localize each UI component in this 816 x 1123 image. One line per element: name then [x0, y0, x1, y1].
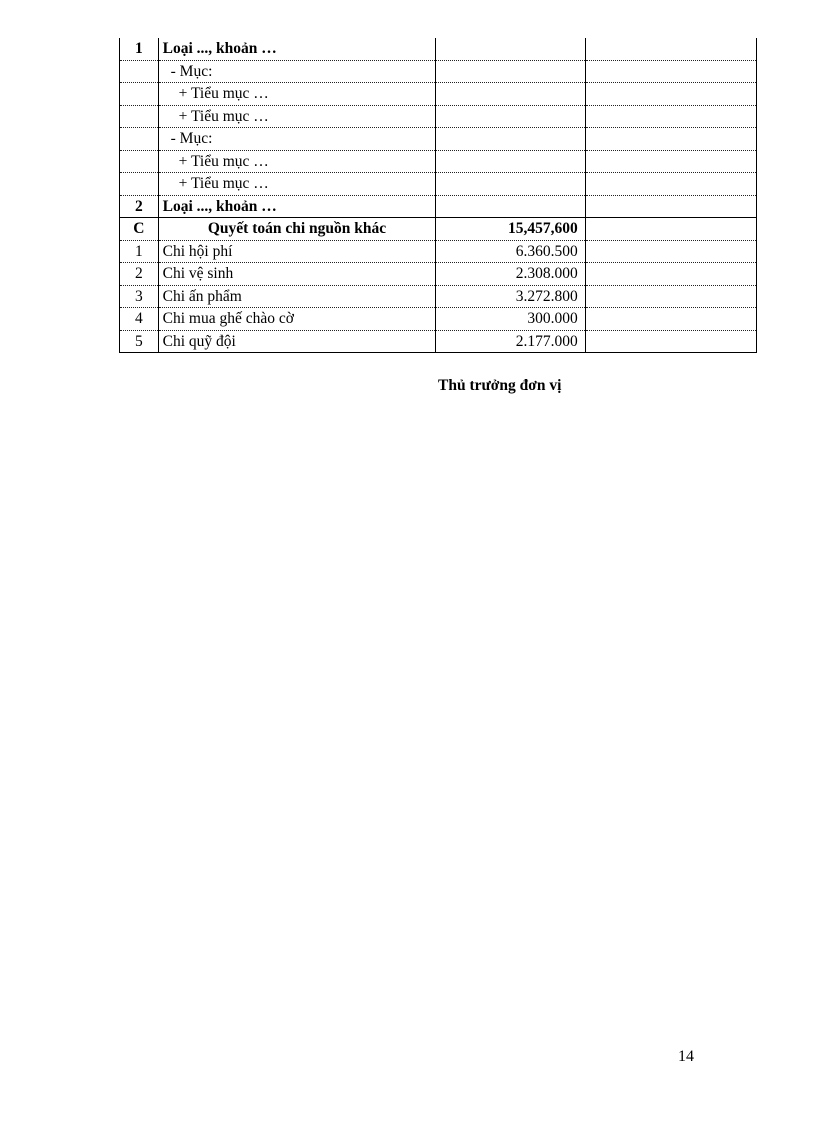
- row-extra-cell: [585, 38, 756, 60]
- table-row: [120, 195, 757, 218]
- row-number-cell: 1: [120, 38, 159, 60]
- table-row: [120, 308, 757, 331]
- table-row: [120, 128, 757, 151]
- row-amount-cell: 2.177.000: [436, 330, 585, 353]
- table-row: [120, 240, 757, 263]
- table-row: [120, 150, 757, 173]
- row-number-cell: [120, 60, 159, 83]
- row-number-cell: [120, 150, 159, 173]
- row-amount-cell: [436, 38, 585, 60]
- table-row: [120, 285, 757, 308]
- row-content-cell: - Mục:: [158, 60, 436, 83]
- row-content-cell: + Tiểu mục …: [158, 105, 436, 128]
- table-row: [120, 83, 757, 106]
- table-row: [120, 173, 757, 196]
- row-amount-cell: [436, 105, 585, 128]
- row-content-cell: + Tiểu mục …: [158, 173, 436, 196]
- table-row: [120, 105, 757, 128]
- row-extra-cell: [585, 83, 756, 106]
- row-content-cell: Chi quỹ đội: [158, 330, 436, 353]
- row-amount-cell: 3.272.800: [436, 285, 585, 308]
- row-extra-cell: [585, 195, 756, 218]
- row-content-cell: - Mục:: [158, 128, 436, 151]
- row-extra-cell: [585, 60, 756, 83]
- row-extra-cell: [585, 218, 756, 241]
- table-row: [120, 38, 757, 60]
- table-row: [120, 218, 757, 241]
- row-amount-cell: [436, 150, 585, 173]
- row-number-cell: 4: [120, 308, 159, 331]
- row-extra-cell: [585, 240, 756, 263]
- row-number-cell: [120, 105, 159, 128]
- row-extra-cell: [585, 173, 756, 196]
- page-number: 14: [678, 1048, 694, 1065]
- row-number-cell: [120, 128, 159, 151]
- row-amount-cell: [436, 60, 585, 83]
- row-number-cell: C: [120, 218, 159, 241]
- row-number-cell: [120, 83, 159, 106]
- row-number-cell: [120, 173, 159, 196]
- row-content-cell: + Tiểu mục …: [158, 83, 436, 106]
- row-amount-cell: [436, 128, 585, 151]
- table-body: [120, 38, 757, 353]
- row-extra-cell: [585, 285, 756, 308]
- row-amount-cell: [436, 195, 585, 218]
- row-amount-cell: [436, 83, 585, 106]
- row-extra-cell: [585, 128, 756, 151]
- row-content-cell: Chi mua ghế chào cờ: [158, 308, 436, 331]
- row-amount-cell: 300.000: [436, 308, 585, 331]
- row-number-cell: 1: [120, 240, 159, 263]
- row-content-cell: Chi hội phí: [158, 240, 436, 263]
- row-content-cell: Chi ấn phẩm: [158, 285, 436, 308]
- row-amount-cell: 2.308.000: [436, 263, 585, 286]
- row-content-cell: Loại ..., khoản …: [158, 38, 436, 60]
- row-number-cell: 2: [120, 195, 159, 218]
- row-content-cell: + Tiểu mục …: [158, 150, 436, 173]
- row-extra-cell: [585, 150, 756, 173]
- row-number-cell: 3: [120, 285, 159, 308]
- row-content-cell: Chi vệ sinh: [158, 263, 436, 286]
- row-extra-cell: [585, 330, 756, 353]
- row-amount-cell: 6.360.500: [436, 240, 585, 263]
- row-content-cell: Quyết toán chi nguồn khác: [158, 218, 436, 241]
- row-content-cell: Loại ..., khoản …: [158, 195, 436, 218]
- row-amount-cell: [436, 173, 585, 196]
- row-amount-cell: 15,457,600: [436, 218, 585, 241]
- row-extra-cell: [585, 263, 756, 286]
- row-number-cell: 5: [120, 330, 159, 353]
- table-row: [120, 60, 757, 83]
- budget-settlement-table: [119, 38, 757, 353]
- row-number-cell: 2: [120, 263, 159, 286]
- signature-title: Thủ trưởng đơn vị: [438, 377, 562, 394]
- table-row: [120, 263, 757, 286]
- table-row: [120, 330, 757, 353]
- row-extra-cell: [585, 105, 756, 128]
- row-extra-cell: [585, 308, 756, 331]
